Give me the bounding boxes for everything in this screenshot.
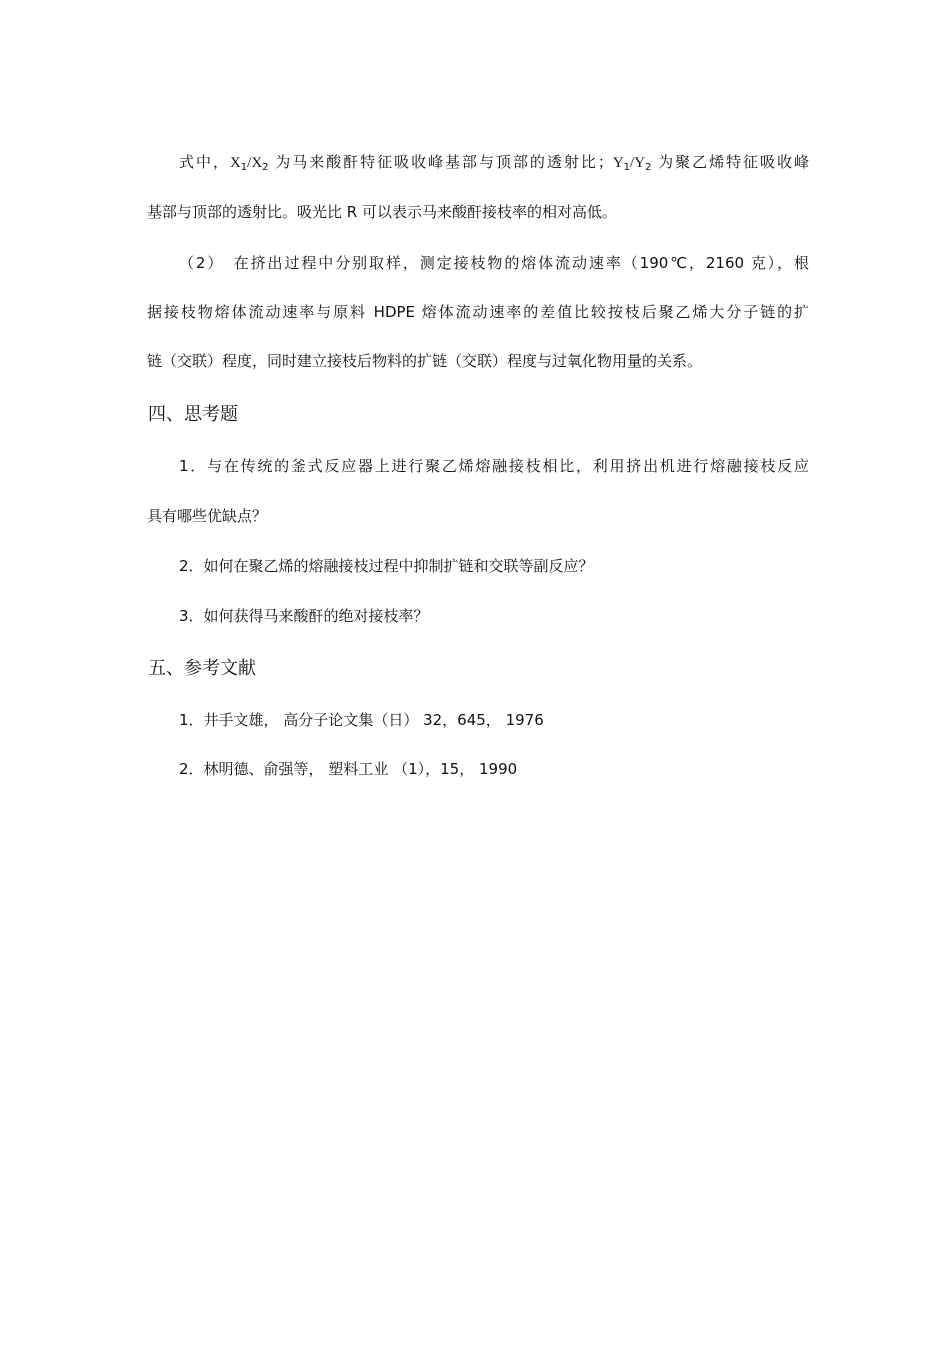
question-3: 3．如何获得马来酸酐的绝对接枝率？	[179, 607, 429, 625]
text-run: 式中，	[179, 153, 230, 171]
paragraph2-line3: 链（交联）程度，同时建立接枝后物料的扩链（交联）程度与过氧化物用量的关系。	[147, 352, 703, 370]
variable-x: X	[251, 155, 263, 171]
variable-y: Y	[634, 155, 646, 171]
text-run: 为聚乙烯特征吸收峰	[651, 153, 809, 171]
subscript: 2	[645, 162, 652, 173]
question-2: 2．如何在聚乙烯的熔融接枝过程中抑制扩链和交联等副反应？	[179, 557, 594, 575]
variable-y: Y	[612, 155, 624, 171]
slash: /	[630, 155, 635, 171]
slash: /	[247, 155, 252, 171]
section-heading-references: 五、参考文献	[148, 658, 256, 679]
question-1-line2: 具有哪些优缺点？	[147, 507, 268, 525]
reference-2: 2．林明德、俞强等， 塑料工业 （1），15， 1990	[179, 760, 518, 778]
question-1-line1: 1．与在传统的釜式反应器上进行聚乙烯熔融接枝相比，利用挤出机进行熔融接枝反应	[179, 457, 809, 475]
reference-1: 1．井手文雄， 高分子论文集（日） 32，645， 1976	[179, 711, 544, 729]
section-heading-questions: 四、思考题	[148, 404, 238, 425]
paragraph1-line1	[179, 152, 809, 173]
paragraph1-line2: 基部与顶部的透射比。吸光比 R 可以表示马来酸酐接枝率的相对高低。	[147, 203, 617, 221]
subscript: 1	[623, 162, 631, 173]
paragraph2-line1: （2） 在挤出过程中分别取样，测定接枝物的熔体流动速率（190℃，2160 克），根	[179, 254, 809, 272]
subscript: 2	[262, 162, 269, 173]
variable-x: X	[229, 155, 241, 171]
paragraph2-line2: 据接枝物熔体流动速率与原料 HDPE 熔体流动速率的差值比较按枝后聚乙烯大分子链的扩	[147, 303, 809, 321]
text-run: 为马来酸酐特征吸收峰基部与顶部的透射比；	[268, 153, 613, 171]
subscript: 1	[240, 162, 248, 173]
